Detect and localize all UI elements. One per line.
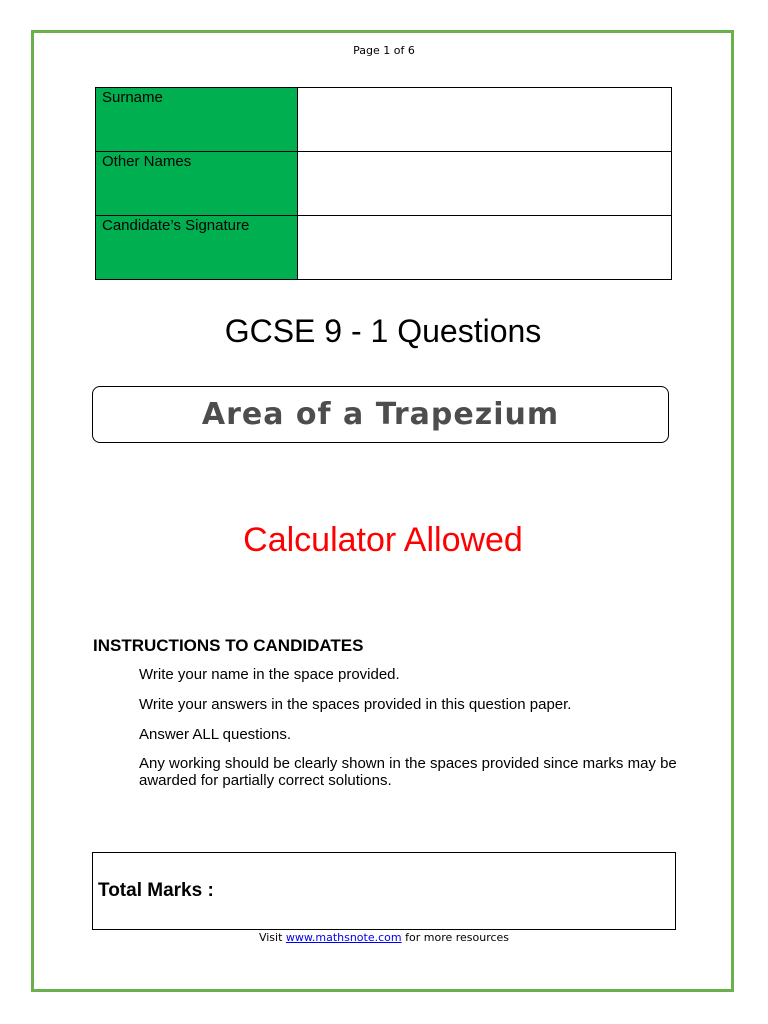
topic-title: Area of a Trapezium	[201, 397, 560, 432]
instruction-item: Write your answers in the spaces provided in this question paper.	[139, 696, 572, 713]
footer-prefix: Visit	[258, 931, 286, 944]
candidate-details-table	[95, 87, 672, 280]
signature-row	[96, 216, 672, 280]
footer-suffix: for more resources	[401, 931, 510, 944]
instruction-item: Any working should be clearly shown in the spaces provided since marks may be awarded for partially correct solutions.	[139, 755, 677, 789]
page-number: Page 1 of 6	[353, 44, 415, 57]
other-names-row	[96, 152, 672, 216]
signature-label: Candidate’s Signature	[96, 216, 298, 280]
page-title: GCSE 9 - 1 Questions	[224, 313, 542, 349]
surname-label: Surname	[96, 88, 298, 152]
other-names-field[interactable]	[298, 152, 672, 216]
total-marks-box	[92, 852, 676, 930]
surname-row	[96, 88, 672, 152]
footer	[0, 931, 768, 944]
instruction-item: Write your name in the space provided.	[139, 666, 400, 683]
mathsnote-link[interactable]: www.mathsnote.com	[285, 931, 402, 944]
instructions-heading: INSTRUCTIONS TO CANDIDATES	[93, 636, 364, 655]
surname-field[interactable]	[298, 88, 672, 152]
other-names-label: Other Names	[96, 152, 298, 216]
total-marks-label: Total Marks :	[98, 880, 214, 901]
instruction-item: Answer ALL questions.	[139, 726, 292, 743]
calculator-notice: Calculator Allowed	[243, 521, 523, 559]
topic-box	[92, 386, 669, 443]
signature-field[interactable]	[298, 216, 672, 280]
